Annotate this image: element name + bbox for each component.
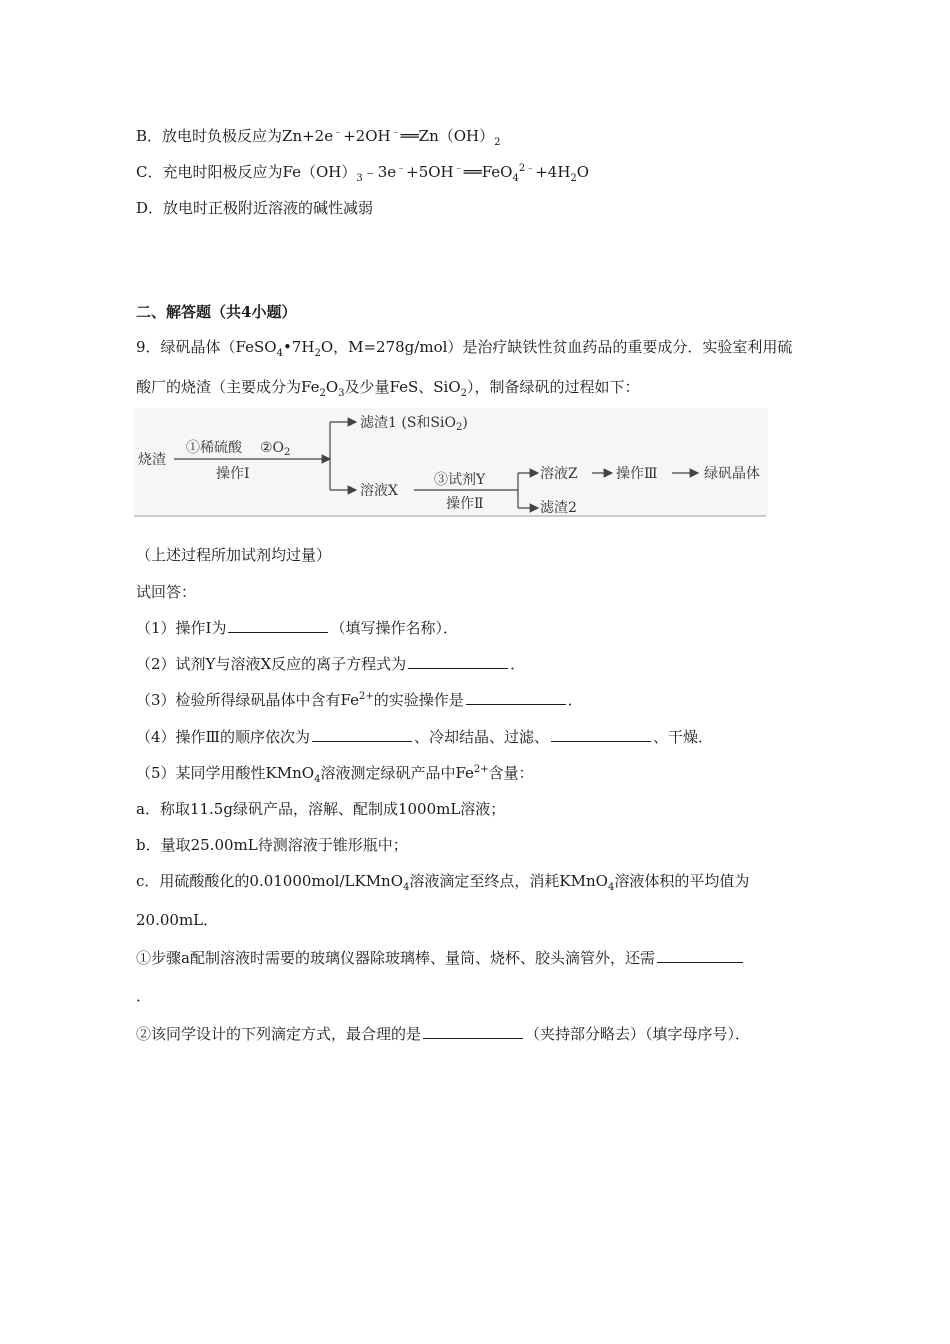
- option-label: C．: [136, 163, 163, 181]
- option-label: D．: [136, 199, 164, 217]
- option-c: C．充电时阳极反应为$Fe(OH)_3﹣3e^﹣+5OH^﹣══FeO_4^{2﹣}+4H_2O$: [136, 163, 590, 184]
- flow-step2-reagent: ③试剂Y: [434, 472, 486, 488]
- step-c: c．用硫酸酸化的0.01000mol/LKMnO$_4$溶液滴定至终点，消耗KMnO$_4$溶液体积的平均值为: [136, 872, 750, 893]
- flow-start: 烧渣: [138, 452, 166, 468]
- process-flow-diagram: [134, 408, 768, 520]
- option-d: D．放电时正极附近溶液的碱性减弱: [136, 199, 374, 217]
- question-intro-line2: 酸厂的烧渣（主要成分为$Fe_2O_3$及少量FeS、SiO$_2$），制备绿矾的过程如下：: [136, 378, 640, 399]
- step-b: b．量取25.00mL待测溶液于锥形瓶中；: [136, 836, 408, 854]
- sub-question-1: （1）操作Ⅰ为 （填写操作名称）．: [136, 619, 458, 637]
- section-title: 二、解答题（共4小题）: [136, 303, 297, 321]
- option-label: B．: [136, 127, 163, 145]
- flow-step3-operation: 操作Ⅲ: [616, 466, 658, 482]
- flow-residue2: 滤渣2: [540, 500, 577, 516]
- answer-blank[interactable]: [466, 690, 566, 705]
- answer-blank[interactable]: [657, 948, 743, 963]
- answer-blank[interactable]: [423, 1024, 523, 1039]
- answer-blank[interactable]: [312, 727, 412, 742]
- answer-blank[interactable]: [228, 618, 328, 633]
- flow-product: 绿矾晶体: [704, 466, 760, 482]
- sub-question-5-1: ①步骤a配制溶液时需要的玻璃仪器除玻璃棒、量筒、烧杯、胶头滴管外，还需: [136, 948, 745, 968]
- answer-blank[interactable]: [551, 727, 651, 742]
- flow-solution-z: 溶液Z: [540, 466, 578, 482]
- sub-question-5: （5）某同学用酸性KMnO$_4$溶液测定绿矾产品中$Fe^{2+}$含量：: [136, 764, 534, 785]
- sub-question-2: （2）试剂Y与溶液X反应的离子方程式为 ．: [136, 655, 526, 673]
- flow-step1-acid: ①稀硫酸: [186, 440, 242, 456]
- step-a: a．称取11.5g绿矾产品，溶解、配制成1000mL溶液；: [136, 800, 506, 818]
- sub-question-3: （3）检验所得绿矾晶体中含有$Fe^{2+}$的实验操作是 ．: [136, 691, 583, 709]
- sub-question-5-1-end: ．: [136, 987, 152, 1005]
- step-c-continued: 20.00mL．: [136, 911, 219, 929]
- flow-step1-oxygen: $②O_2$: [260, 440, 291, 458]
- answer-prompt: 试回答：: [136, 583, 197, 601]
- reagent-note: （上述过程所加试剂均过量）: [136, 546, 332, 564]
- flow-residue1: 滤渣1 (S和SiO$_2$): [360, 415, 468, 433]
- question-intro-line1: 9．绿矾晶体（$FeSO_4•7H_2O$，M=278g/mol）是治疗缺铁性贫血药品的重要成分．实验室利用硫: [136, 338, 793, 359]
- option-b: B．放电时负极反应为$Zn+2e^﹣+2OH^﹣══Zn(OH)_2$: [136, 127, 501, 148]
- answer-blank[interactable]: [408, 654, 508, 669]
- flow-solution-x: 溶液X: [360, 483, 398, 499]
- flow-step1-operation: 操作Ⅰ: [216, 466, 250, 482]
- sub-question-4: （4）操作Ⅲ的顺序依次为 、冷却结晶、过滤、 、干燥．: [136, 728, 714, 746]
- sub-question-5-2: ②该同学设计的下列滴定方式，最合理的是 （夹持部分略去）（填字母序号）．: [136, 1025, 751, 1043]
- flow-step2-operation: 操作Ⅱ: [446, 496, 484, 512]
